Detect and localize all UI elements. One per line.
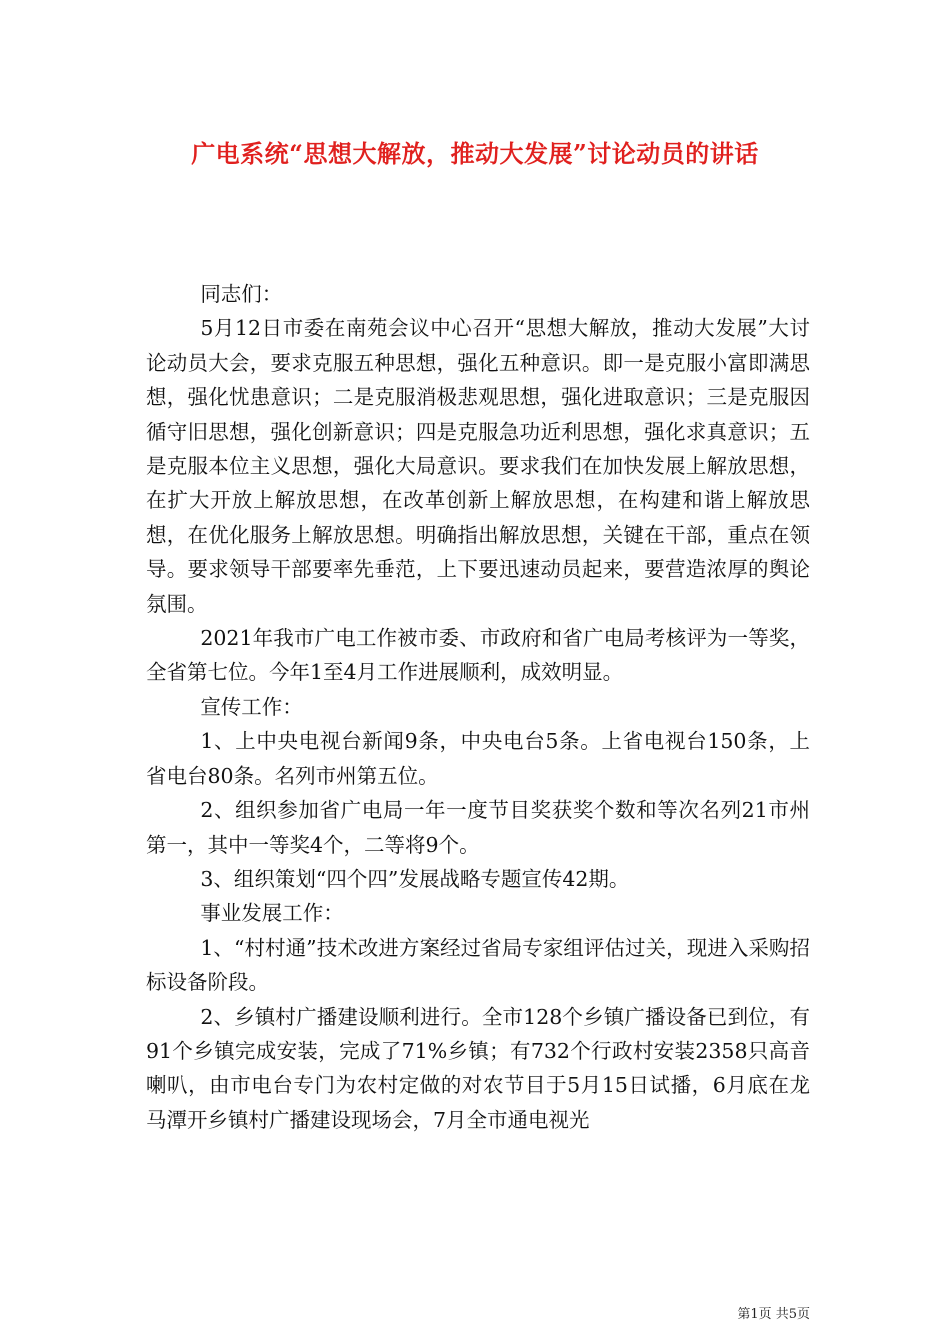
list-item: 2、乡镇村广播建设顺利进行。全市128个乡镇广播设备已到位，有91个乡镇完成安装，完成了71%乡镇；有732个行政村安装2358只高音喇叭，由市电台专门为农村定做的对农节目于5月15日试播，6月底在龙马潭开乡镇村广播建设现场会，7月全市通电视光 xyxy=(146,1004,810,1132)
paragraph: 2021年我市广电工作被市委、市政府和省广电局考核评为一等奖，全省第七位。今年1至4月工作进展顺利，成效明显。 xyxy=(146,626,810,685)
document-body xyxy=(146,277,810,1137)
section-heading: 宣传工作： xyxy=(200,694,303,719)
list-item: 2、组织参加省广电局一年一度节目奖获奖个数和等次名列21市州第一，其中一等奖4个，二等将9个。 xyxy=(146,798,810,857)
list-item: 1、上中央电视台新闻9条，中央电台5条。上省电视台150条，上省电台80条。名列市州第五位。 xyxy=(146,729,810,788)
list-item: 3、组织策划“四个四”发展战略专题宣传42期。 xyxy=(200,866,630,891)
paragraph: 5月12日市委在南苑会议中心召开“思想大解放，推动大发展”大讨论动员大会，要求克服五种思想，强化五种意识。即一是克服小富即满思想，强化忧患意识；二是克服消极悲观思想，强化进取意识；三是克服因循守旧思想，强化创新意识；四是克服急功近利思想，强化求真意识；五是克服本位主义思想，强化大局意识。要求我们在加快发展上解放思想，在扩大开放上解放思想，在改革创新上解放思想，在构建和谐上解放思想，在优化服务上解放思想。明确指出解放思想，关键在干部，重点在领导。要求领导干部要率先垂范，上下要迅速动员起来，要营造浓厚的舆论氛围。 xyxy=(146,316,810,616)
salutation: 同志们： xyxy=(200,282,283,306)
list-item: 1、“村村通”技术改进方案经过省局专家组评估过关，现进入采购招标设备阶段。 xyxy=(146,935,810,995)
section-heading: 事业发展工作： xyxy=(200,901,344,926)
page-number: 第1页 共5页 xyxy=(737,1307,810,1322)
document-title: 广电系统“思想大解放，推动大发展”讨论动员的讲话 xyxy=(191,139,759,168)
